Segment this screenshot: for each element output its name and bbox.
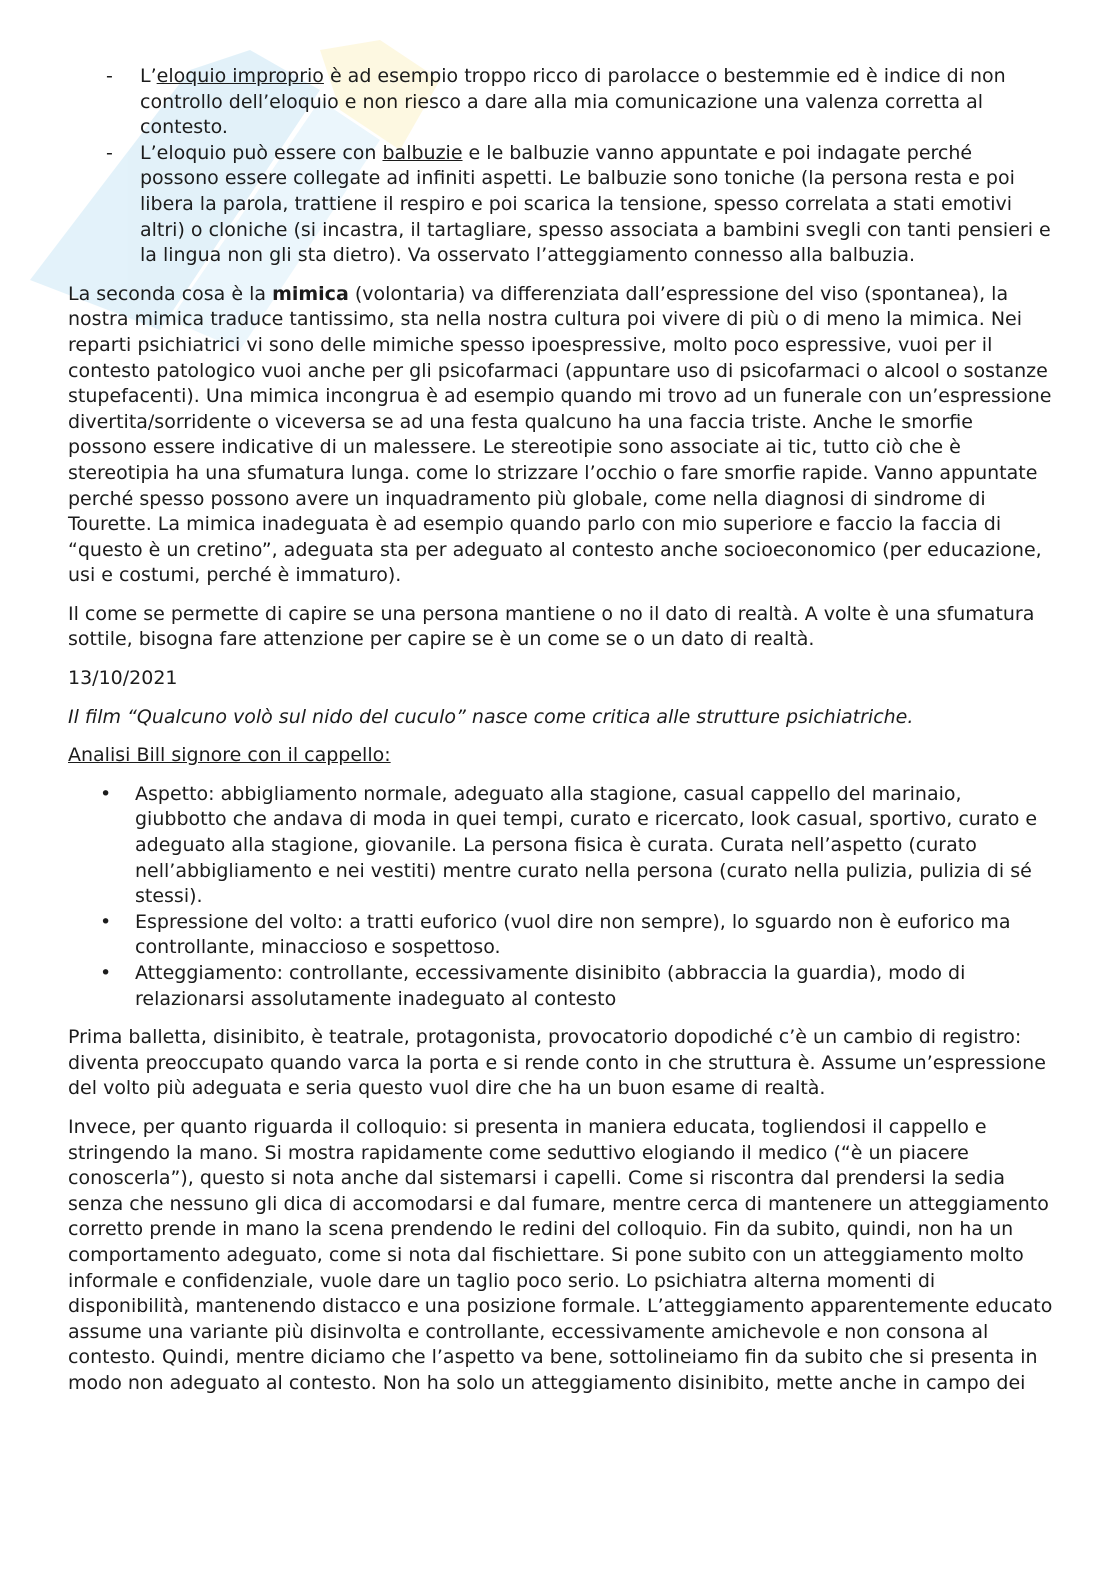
- bullet-item-atteggiamento: [68, 961, 1053, 1012]
- document-page: [68, 64, 1053, 1397]
- bullet-marker: •: [100, 910, 112, 933]
- bullet-item-text: Espressione del volto: a tratti euforico (vuol dire non sempre), lo sguardo non è euforico ma controllante, minaccioso e sospettoso.: [135, 910, 1011, 959]
- dash-list: [68, 64, 1053, 269]
- dash-item-text: e le balbuzie vanno appuntate e poi indagate perché possono essere collegate ad infiniti aspetti. Le balbuzie sono toniche (la persona resta e poi libera la parola, trattiene il respiro e poi scarica la tensione, spesso correlata a stati emotivi altri) o cloniche (si incastra, il tartagliare, spesso associata a bambini svegli con tanti pensieri e la lingua non gli sta dietro). Va osservato l’atteggiamento connesso alla balbuzia.: [140, 141, 1051, 267]
- bullet-item-text: Atteggiamento: controllante, eccessivamente disinibito (abbraccia la guardia), modo di relazionarsi assolutamente inadeguato al contesto: [135, 962, 966, 1010]
- dash-item-text: L’: [140, 65, 157, 87]
- bullet-marker: •: [100, 782, 112, 805]
- film-note: Il film “Qualcuno volò sul nido del cuculo” nasce come critica alle strutture psichiatriche.: [68, 705, 914, 728]
- dash-item-eloquio-improprio: [68, 64, 1053, 141]
- dash-item-text: L’eloquio può essere con: [140, 141, 383, 164]
- underlined-term: balbuzie: [382, 141, 463, 164]
- dash-marker: -: [106, 141, 113, 164]
- lesson-date: 13/10/2021: [68, 667, 178, 690]
- mimica-paragraph: [68, 282, 1053, 589]
- paragraph-text: La seconda cosa è la: [68, 282, 273, 305]
- bold-term: mimica: [272, 282, 349, 305]
- bullet-item-espressione: [68, 910, 1053, 961]
- bullet-marker: •: [100, 962, 112, 984]
- come-se-paragraph: Il come se permette di capire se una persona mantiene o no il dato di realtà. A volte è una sfumatura sottile, bisogna fare attenzione per capire se è un come se o un dato di realtà.: [68, 602, 1035, 651]
- analysis-heading: Analisi Bill signore con il cappello:: [68, 744, 391, 767]
- bullet-item-text: Aspetto: abbigliamento normale, adeguato alla stagione, casual cappello del marinaio, giubbotto che andava di moda in quei tempi, curato e ricercato, look casual, sportivo, curato e adeguato alla stagione, giovanile. La persona fisica è curata. Curata nell’aspetto (curato nell’abbigliamento e nei vestiti) mentre curato nella persona (curato nella pulizia, pulizia di sé stessi).: [135, 782, 1038, 908]
- bullet-list: [68, 782, 1053, 1012]
- dash-item-text: è ad esempio troppo ricco di parolacce o bestemmie ed è indice di non controllo dell’eloquio e non riesco a dare alla mia comunicazione una valenza corretta al contesto.: [140, 65, 1006, 139]
- paragraph-text: (volontaria) va differenziata dall’espressione del viso (spontanea), la nostra mimica traduce tantissimo, sta nella nostra cultura poi vivere di più o di meno la mimica. Nei reparti psichiatrici vi sono delle mimiche spesso ipoespressive, molto poco espressive, vuoi per il contesto patologico vuoi anche per gli psicofarmaci (appuntare uso di psicofarmaci o alcool o sostanze stupefacenti). Una mimica incongrua è ad esempio quando mi trovo ad un funerale con un’espressione divertita/sorridente o viceversa se ad una festa qualcuno ha una faccia triste. Anche le smorfie possono essere indicative di un malessere. Le stereotipie sono associate ai tic, tutto ciò che è stereotipia ha una sfumatura lunga. come lo strizzare l’occhio o fare smorfie rapide. Vanno appuntate perché spesso possono avere un inquadramento più globale, come nella diagnosi di sindrome di Tourette. La mimica inadeguata è ad esempio quando parlo con mio superiore e faccio la faccia di “questo è un cretino”, adeguata sta per adeguato al contesto anche socioeconomico (per educazione, usi e costumi, perché è immaturo).: [68, 282, 1052, 587]
- bullet-item-aspetto: [68, 782, 1053, 910]
- colloquio-paragraph: Invece, per quanto riguarda il colloquio: si presenta in maniera educata, togliendosi il cappello e stringendo la mano. Si mostra rapidamente come seduttivo elogiando il medico (“è un piacere conoscerla”), questo si nota anche dal sistemarsi i capelli. Come si riscontra dal prendersi la sedia senza che nessuno gli dica di accomodarsi e dal fumare, mentre cerca di mantenere un atteggiamento corretto prende in mano la scena prendendo le redini del colloquio. Fin da subito, quindi, non ha un comportamento adeguato, come si nota dal fischiettare. Si pone subito con un atteggiamento molto informale e confidenziale, vuole dare un taglio poco serio. Lo psichiatra alterna momenti di disponibilità, mantenendo distacco e una posizione formale. L’atteggiamento apparentemente educato assume una variante più disinvolta e controllante, eccessivamente amichevole e non consona al contesto. Quindi, mentre diciamo che l’aspetto va bene, sottolineiamo fin da subito che si presenta in modo non adeguato al contesto. Non ha solo un atteggiamento disinibito, mette anche in campo dei: [68, 1115, 1053, 1394]
- balletta-paragraph: Prima balletta, disinibito, è teatrale, protagonista, provocatorio dopodiché c’è un cambio di registro: diventa preoccupato quando varca la porta e si rende conto in che struttura è. Assume un’espressione del volto più adeguata e seria questo vuol dire che ha un buon esame di realtà.: [68, 1026, 1046, 1100]
- dash-marker: -: [106, 65, 113, 87]
- underlined-term: eloquio improprio: [156, 65, 324, 87]
- dash-item-balbuzie: [68, 141, 1053, 269]
